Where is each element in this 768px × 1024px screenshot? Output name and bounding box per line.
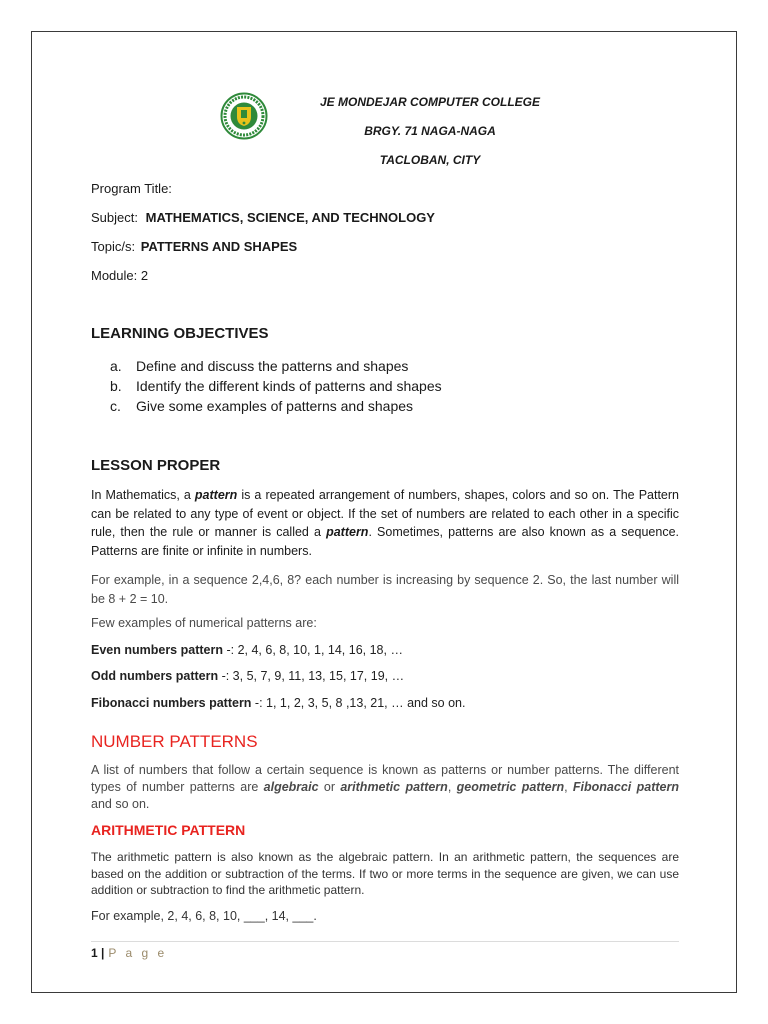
lesson-proper-heading: LESSON PROPER bbox=[91, 457, 221, 474]
list-text: Identify the different kinds of patterns and shapes bbox=[136, 378, 442, 394]
program-title: Program Title: bbox=[91, 181, 172, 196]
odd-label: Odd numbers pattern bbox=[91, 669, 219, 683]
number-patterns-heading: NUMBER PATTERNS bbox=[91, 732, 258, 751]
topic-line bbox=[91, 239, 297, 254]
list-text: Define and discuss the patterns and shapes bbox=[136, 358, 409, 374]
term-fibonacci: Fibonacci pattern bbox=[572, 780, 679, 794]
text-run: or bbox=[318, 780, 341, 794]
college-seal-icon bbox=[220, 92, 268, 140]
list-item bbox=[110, 396, 442, 416]
text-run: A list of numbers that follow a certain sequence is known as patterns or number patterns. The different types of number patterns are bbox=[91, 763, 679, 794]
letterhead bbox=[220, 92, 580, 176]
even-value: -: 2, 4, 6, 8, 10, 1, 14, 16, 18, … bbox=[222, 643, 403, 657]
objectives-list bbox=[110, 356, 442, 416]
subject-label: Subject: bbox=[91, 210, 138, 225]
term-geometric: geometric pattern bbox=[456, 780, 565, 794]
list-text: Give some examples of patterns and shapes bbox=[136, 398, 414, 414]
page-footer bbox=[91, 946, 167, 960]
text-run: In Mathematics, a bbox=[91, 488, 195, 502]
college-name: JE MONDEJAR COMPUTER COLLEGE bbox=[319, 95, 541, 109]
number-patterns-paragraph bbox=[91, 762, 679, 813]
arithmetic-example: For example, 2, 4, 6, 8, 10, ___, 14, ___. bbox=[91, 909, 317, 923]
fibonacci-label: Fibonacci numbers pattern bbox=[91, 696, 252, 710]
topic-value: PATTERNS AND SHAPES bbox=[140, 239, 298, 254]
text-run: and so on. bbox=[91, 797, 150, 811]
list-marker: b. bbox=[110, 378, 122, 394]
list-item bbox=[110, 376, 442, 396]
text-run: , bbox=[447, 780, 457, 794]
list-marker: c. bbox=[110, 398, 121, 414]
page-number: 1 | bbox=[91, 946, 105, 960]
even-label: Even numbers pattern bbox=[91, 643, 223, 657]
text-run: is a repeated arrangement of numbers, shapes, colors and so on. The Pattern can be related to any type of event or object. If the set of numbers are related to each other in a specific rule, then the rule or manner is called a bbox=[91, 488, 680, 539]
subject-value: MATHEMATICS, SCIENCE, AND TECHNOLOGY bbox=[145, 210, 435, 225]
fibonacci-pattern bbox=[91, 696, 465, 710]
term-pattern: pattern bbox=[326, 525, 369, 539]
even-pattern bbox=[91, 643, 403, 657]
lesson-paragraph-1 bbox=[91, 486, 679, 560]
college-address: BRGY. 71 NAGA-NAGA bbox=[364, 124, 496, 138]
term-algebraic: algebraic bbox=[263, 780, 319, 794]
topic-label: Topic/s: bbox=[91, 239, 136, 254]
fibonacci-value: -: 1, 1, 2, 3, 5, 8 ,13, 21, … and so on. bbox=[251, 696, 466, 710]
text-run: , bbox=[564, 780, 573, 794]
arithmetic-paragraph: The arithmetic pattern is also known as the algebraic pattern. In an arithmetic pattern, the sequences are based on the addition or subtraction of the terms. If two or more terms in the sequence are given, we can use addition or subtraction to find the arithmetic pattern. bbox=[91, 850, 679, 897]
odd-value: -: 3, 5, 7, 9, 11, 13, 15, 17, 19, … bbox=[218, 669, 405, 683]
term-pattern: pattern bbox=[194, 488, 238, 502]
subject-line bbox=[91, 210, 435, 225]
list-marker: a. bbox=[110, 358, 122, 374]
footer-divider bbox=[91, 941, 679, 942]
term-arithmetic: arithmetic pattern bbox=[340, 780, 448, 794]
page-word: P a g e bbox=[108, 946, 168, 960]
lesson-paragraph-2: For example, in a sequence 2,4,6, 8? each number is increasing by sequence 2. So, the last number will be 8 + 2 = 10. bbox=[91, 573, 679, 606]
text-run: . Sometimes, patterns are also known as a sequence. Patterns are finite or infinite in numbers. bbox=[91, 525, 679, 558]
module-label: Module: 2 bbox=[91, 268, 149, 283]
examples-intro: Few examples of numerical patterns are: bbox=[91, 616, 317, 630]
learning-objectives-heading: LEARNING OBJECTIVES bbox=[91, 325, 269, 342]
college-city: TACLOBAN, CITY bbox=[379, 153, 481, 167]
list-item bbox=[110, 356, 442, 376]
arithmetic-pattern-heading: ARITHMETIC PATTERN bbox=[91, 822, 246, 838]
odd-pattern bbox=[91, 669, 404, 683]
